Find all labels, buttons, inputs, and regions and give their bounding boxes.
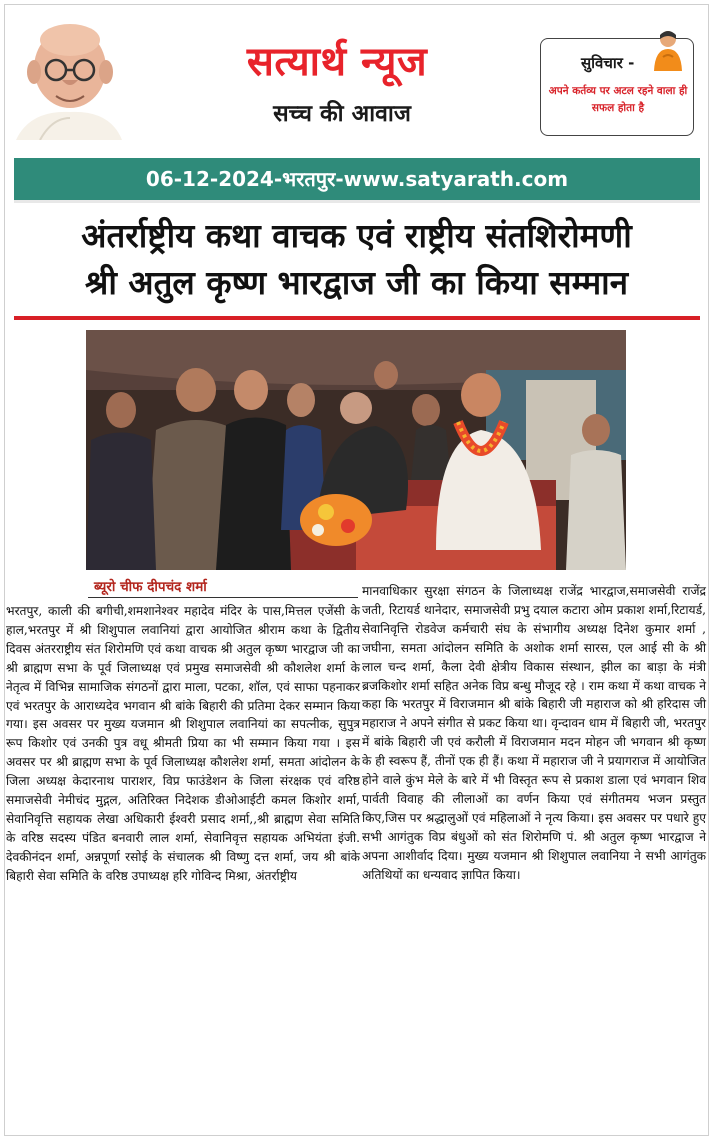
brand-title: सत्यार्थ न्यूज — [246, 39, 428, 85]
thinker-figure-icon — [649, 27, 687, 71]
masthead — [0, 0, 713, 150]
article-left-column — [6, 578, 360, 886]
brand-tagline: सच्च की आवाज — [273, 101, 411, 127]
thought-title: सुविचार - — [581, 54, 635, 72]
article-right-column — [362, 582, 706, 885]
headline-rule — [14, 316, 700, 320]
dateline-band: 06-12-2024-भरतपुर-www.satyarath.com — [14, 158, 700, 200]
thought-text: अपने कर्तव्य पर अटल रहने वाला ही सफल होता है — [548, 85, 688, 114]
news-photo — [86, 330, 626, 570]
headline-line-1: अंतर्राष्ट्रीय कथा वाचक एवं राष्ट्रीय संतशिरोमणी — [81, 216, 632, 255]
headline-line-2: श्री अतुल कृष्ण भारद्वाज जी का किया सम्मान — [84, 263, 629, 302]
byline: ब्यूरो चीफ दीपचंद शर्मा — [88, 578, 358, 598]
thought-of-the-day-box — [540, 38, 694, 136]
article-text-right: मानवाधिकार सुरक्षा संगठन के जिलाध्यक्ष राजेंद्र भारद्वाज,समाजसेवी राजेंद्र जती, रिटायर्ड थानेदार, समाजसेवी प्रभु दयाल कटारा ओम प्रकाश शर्मा,रिटायर्ड, सेवानिवृत्ति रोडवेज कर्मचारी संघ के संभागीय अध्यक्ष दिनेश कुमार शर्मा , जघीना, समता आंदोलन समिति के अशोक शर्मा सारस, एल आई सी के श्री लाल चन्द शर्मा, कैला देवी क्षेत्रीय विकास संस्थान, झील का बाड़ा के मंत्री ब्रजकिशोर शर्मा सहित अनेक विप्र बन्धु मौजूद रहे । राम कथा में कथा वाचक ने कहा कि भरतपुर में विराजमान श्री बांके बिहारी जी महाराज को श्री हरिदास जी महाराज ने अपने संगीत से प्रकट किया था। वृन्दावन धाम में बिहारी जी, भरतपुर में बांके बिहारी जी एवं करौली में विराजमान मदन मोहन जी भगवान श्री कृष्ण के ही स्वरूप हैं, तीनों एक ही हैं। कथा में महाराज जी ने प्रयागराज में आयोजित होने वाले कुंभ मेले के बारे में भी विस्तृत रूप से प्रकाश डाला एवं भगवान शिव पार्वती विवाह की लीलाओं का वर्णन किया एवं संगीतमय भजन प्रस्तुत किए,जिस पर श्रद्धालुओं एवं महिलाओं ने नृत्य किया। इस अवसर पर पधारे हुए सभी आगंतुक विप्र बंधुओं को संत शिरोमणि पं. श्री अतुल कृष्ण भारद्वाज ने अपना आशीर्वाद दिया। मुख्य यजमान श्री शिशुपाल लवानिया ने सभी आगंतुक अतिथियों का धन्यवाद ज्ञापित किया। — [362, 584, 706, 882]
gandhi-portrait-icon — [10, 18, 126, 140]
dateline-divider — [14, 200, 700, 203]
article-text-left: भरतपुर, काली की बगीची,शमशानेश्वर महादेव मंदिर के पास,मित्तल एजेंसी के हाल,भरतपुर में श्री शिशुपाल लवानियां द्वारा आयोजित श्रीराम कथा के द्वितीय दिवस अंतरराष्ट्रीय संत शिरोमणि एवं कथा वाचक श्री अतुल कृष्ण भारद्वाज जी का श्री ब्राह्मण सभा के पूर्व जिलाध्यक्ष एवं प्रमुख समाजसेवी श्री कौशलेश शर्मा के नेतृत्व में विभिन्न सामाजिक संगठनों द्वारा माला, पटका, शॉल, एवं साफा पहनाकर एवं भरतपुर के आराध्यदेव भगवान श्री बांके बिहारी की प्रतिमा देकर सम्मान किया गया। इस अवसर पर मुख्य यजमान श्री शिशुपाल लवानियां का सपत्नीक, सुपुत्र रूप किशोर एवं उनकी पुत्र वधू श्रीमती प्रिया का भी सम्मान किया गया । इस अवसर पर श्री ब्राह्मण सभा के पूर्व जिलाध्यक्ष कौशलेश शर्मा, समता आंदोलन के जिला अध्यक्ष केदारनाथ पाराशर, विप्र फाउंडेशन के जिला संरक्षक एवं वरिष्ठ समाजसेवी नेमीचंद मुद्गल, अतिरिक्त निदेशक डीओआईटी कमल किशोर शर्मा, सेवानिवृत्ति सहायक लेखा अधिकारी ईश्वरी प्रसाद शर्मा,,श्री ब्राह्मण सेवा समिति के वरिष्ठ सदस्य पंडित बनवारी लाल शर्मा, सेवानिवृत्त सहायक अभियंता इंजी. देवकीनंदन शर्मा, अन्नपूर्णा रसोई के संचालक श्री विष्णु दत्त शर्मा, जय श्री बांके बिहारी सेवा समिति के वरिष्ठ उपाध्यक्ष हरि गोविन्द मिश्रा, अंतर्राष्ट्रीय — [6, 604, 360, 883]
headline — [6, 212, 707, 306]
